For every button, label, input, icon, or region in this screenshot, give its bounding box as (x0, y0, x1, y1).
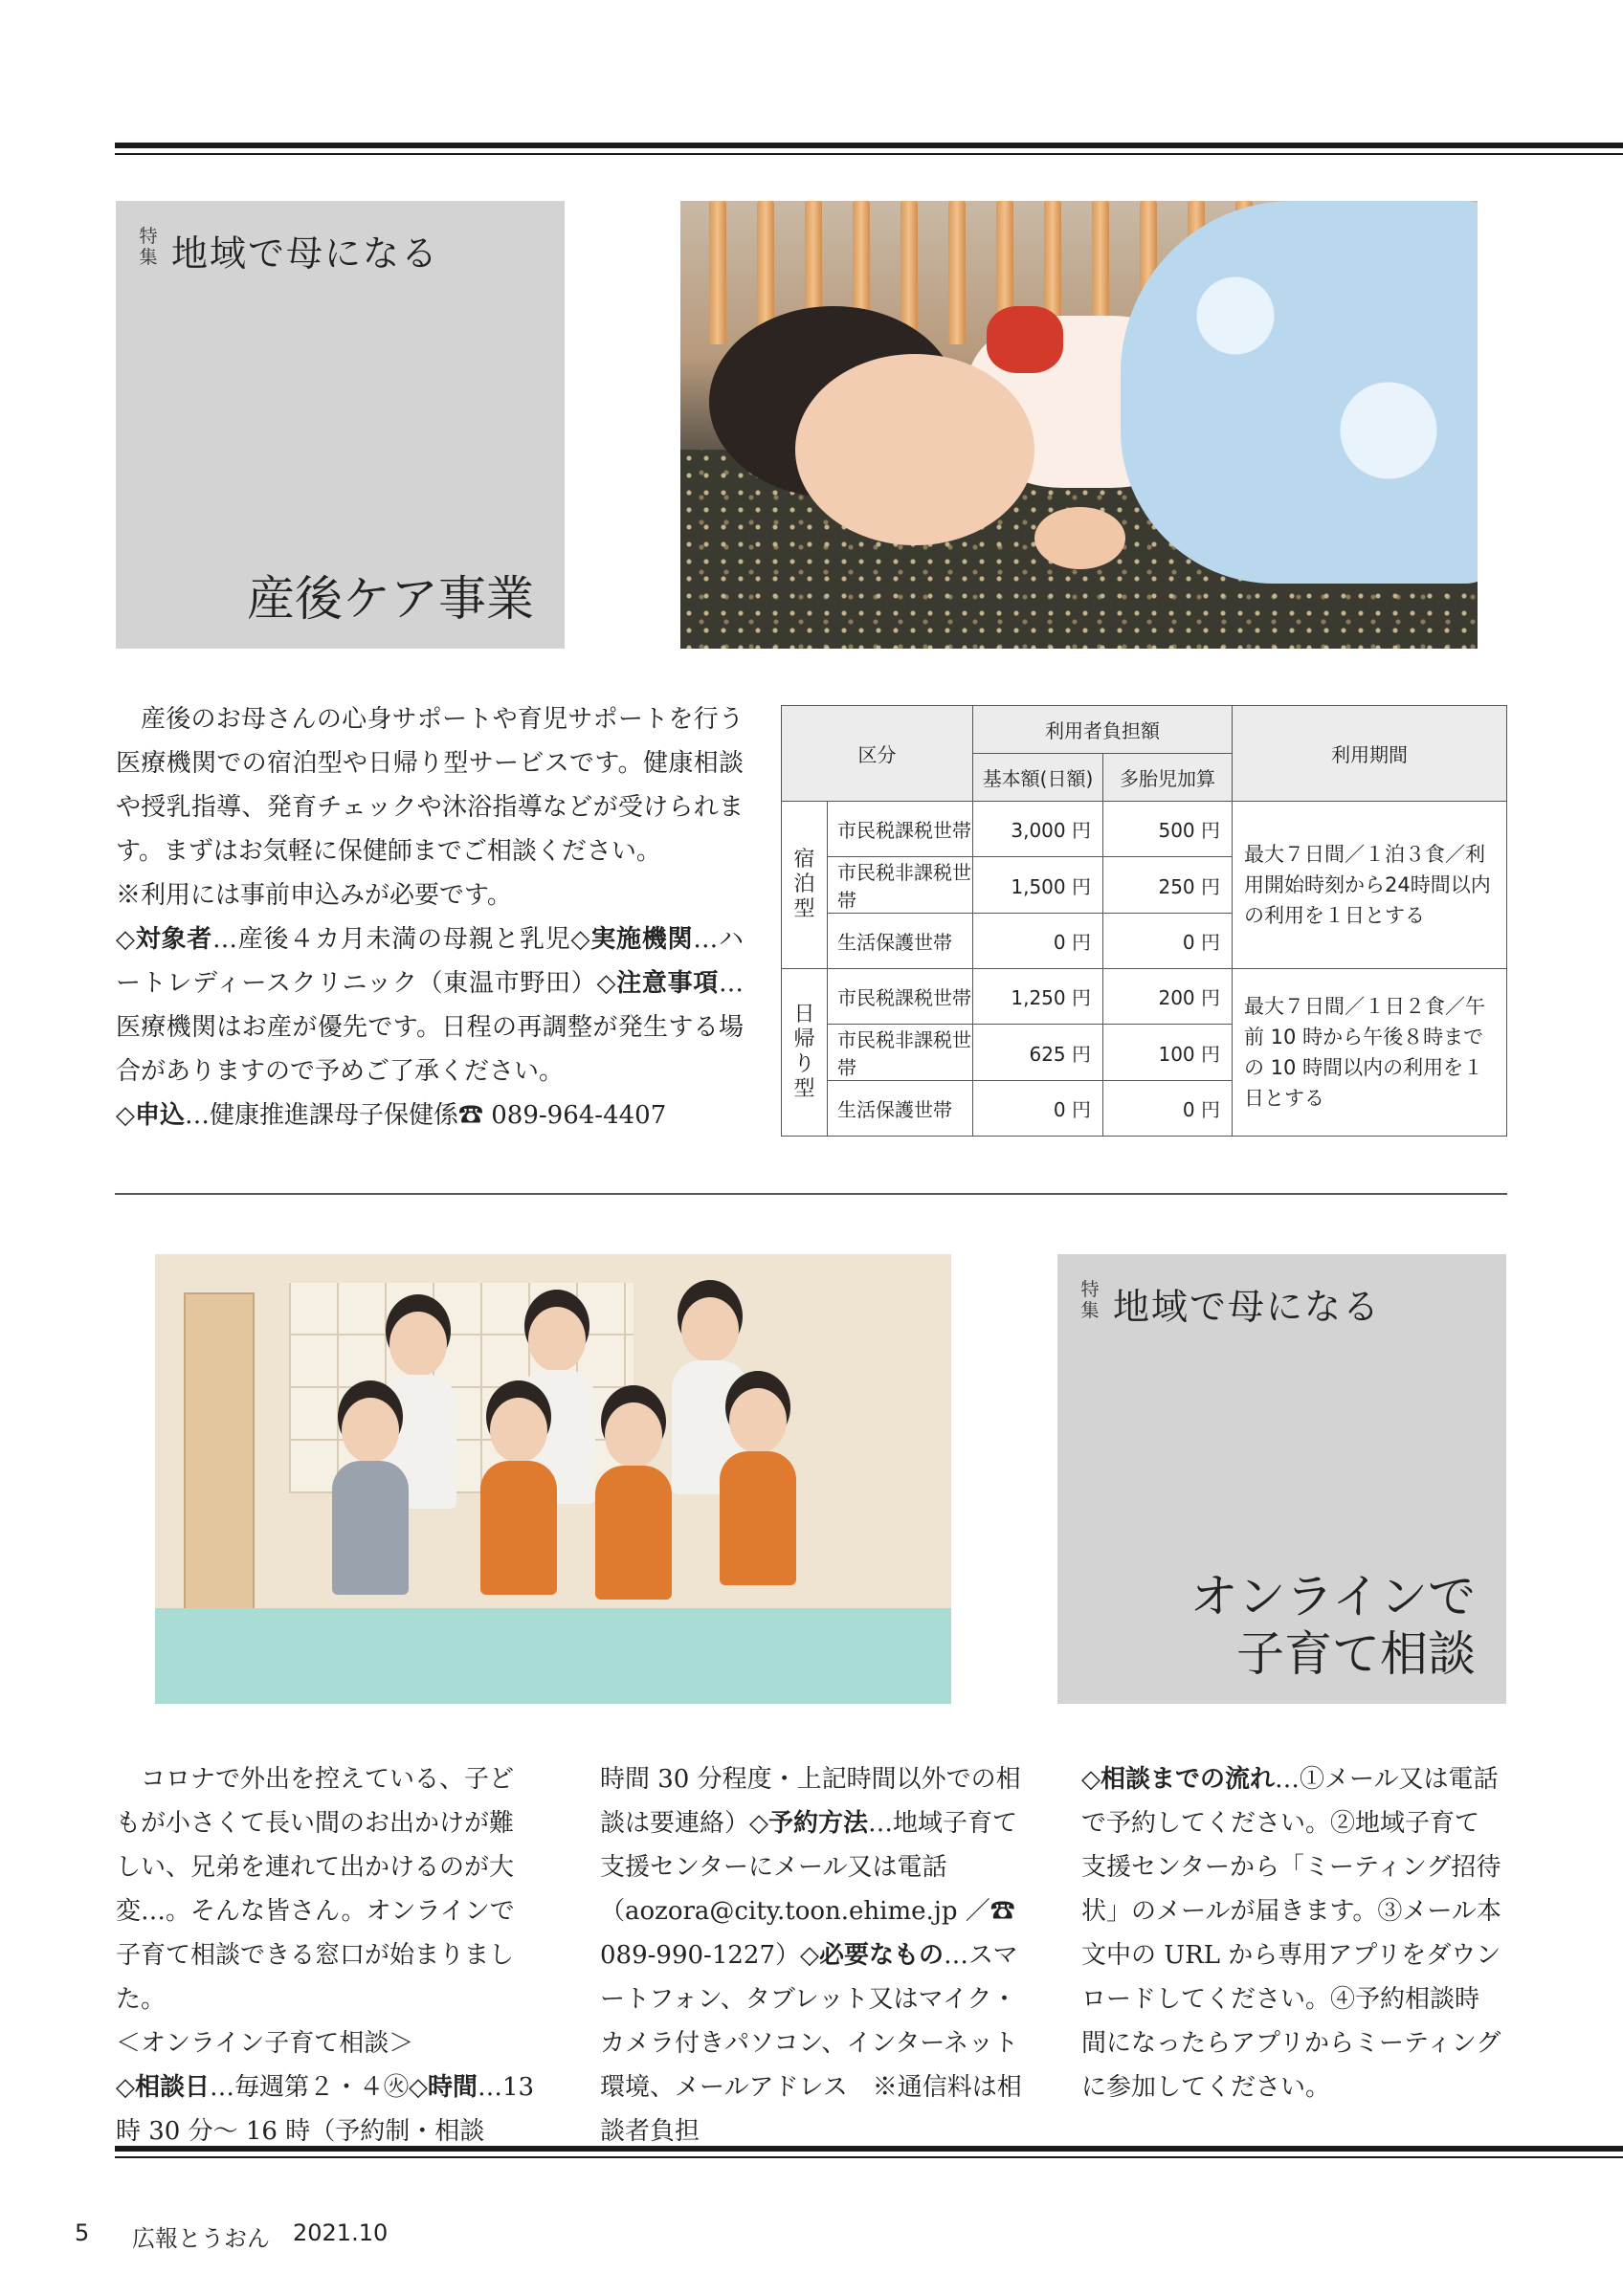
series-title: 地域で母になる (171, 232, 440, 275)
row-base: 0 円 (973, 914, 1103, 969)
feature2-column1 (116, 1757, 537, 2153)
feature2-flow: ◇相談までの流れ…①メール又は電話で予約してください。②地域子育て支援センターから「ミーティング招待状」のメールが届きます。③メール本文中の URL から専用アプリをダウンロードしてください。④予約相談時間になったらアプリからミーティングに参加してください。 (1081, 1765, 1501, 2102)
feature1-details: ◇対象者…産後４カ月未満の母親と乳児◇実施機関…ハートレディースクリニック（東温市野田）◇注意事項…医療機関はお産が優先です。日程の再調整が発生する場合がありますので予めご了承ください。 (116, 925, 745, 1086)
group-overnight: 宿泊型 (782, 802, 828, 969)
feature1-title-box (116, 201, 565, 649)
feature2-title: オンラインで 子育て相談 (1189, 1569, 1476, 1682)
row-multiple: 0 円 (1103, 914, 1233, 969)
row-category: 生活保護世帯 (828, 914, 973, 969)
row-multiple: 250 円 (1103, 857, 1233, 914)
header-burden: 利用者負担額 (973, 706, 1233, 754)
feature1-body (116, 697, 744, 1137)
header-category: 区分 (782, 706, 973, 802)
issue-date: 2021.10 (293, 2219, 389, 2246)
feature1-title: 産後ケア事業 (247, 571, 534, 627)
fee-table (781, 705, 1507, 1137)
feature2-column2 (600, 1757, 1027, 2153)
staff-group-photo (155, 1254, 951, 1704)
row-base: 625 円 (973, 1025, 1103, 1081)
feature2-title-box (1057, 1254, 1506, 1704)
tokushu-label: 特集 (1080, 1279, 1100, 1321)
table-row (782, 802, 1507, 857)
top-rule-thin (115, 153, 1623, 155)
row-category: 市民税課税世帯 (828, 969, 973, 1025)
row-category: 市民税非課税世帯 (828, 1025, 973, 1081)
bottom-rule-thin (115, 2156, 1623, 2158)
row-category: 生活保護世帯 (828, 1081, 973, 1137)
header-base: 基本額(日額) (973, 754, 1103, 802)
row-base: 1,250 円 (973, 969, 1103, 1025)
series-title: 地域で母になる (1113, 1286, 1382, 1328)
section-divider (115, 1193, 1507, 1195)
feature2-schedule: ◇相談日…毎週第２・４㊋◇時間…13 時 30 分～ 16 時（予約制・相談 (116, 2073, 535, 2146)
row-multiple: 0 円 (1103, 1081, 1233, 1137)
feature1-note: ※利用には事前申込みが必要です。 (116, 881, 512, 910)
feature2-program: ＜オンライン子育て相談＞ (116, 2029, 414, 2058)
feature1-apply: ◇申込…健康推進課母子保健係☎ 089-964-4407 (116, 1101, 667, 1130)
row-multiple: 100 円 (1103, 1025, 1233, 1081)
period-daytrip: 最大７日間／１日２食／午前 10 時から午後８時までの 10 時間以内の利用を１日とする (1233, 969, 1507, 1137)
feature2-reserve: 時間 30 分程度・上記時間以外での相談は要連絡）◇予約方法…地域子育て支援センターにメール又は電話（aozora@city.toon.ehime.jp ／☎ 089-990-1227）◇必要なもの…スマートフォン、タブレット又はマイク・カメラ付きパソコン、インターネット環境、メールアドレス ※通信料は相談者負担 (600, 1765, 1022, 2146)
group-daytrip: 日帰り型 (782, 969, 828, 1137)
row-multiple: 200 円 (1103, 969, 1233, 1025)
row-category: 市民税非課税世帯 (828, 857, 973, 914)
tokushu-label: 特集 (139, 226, 158, 268)
period-overnight: 最大７日間／１泊３食／利用開始時刻から24時間以内の利用を１日とする (1233, 802, 1507, 969)
header-multiple: 多胎児加算 (1103, 754, 1233, 802)
row-base: 0 円 (973, 1081, 1103, 1137)
publication-name: 広報とうおん (132, 2225, 270, 2252)
feature1-intro: 産後のお母さんの心身サポートや育児サポートを行う医療機関での宿泊型や日帰り型サービスです。健康相談や授乳指導、発育チェックや沐浴指導などが受けられます。まずはお気軽に保健師までご相談ください。 (116, 705, 744, 866)
bottom-rule (115, 2146, 1623, 2152)
row-base: 1,500 円 (973, 857, 1103, 914)
feature2-column3 (1081, 1757, 1502, 2109)
page-number: 5 (75, 2219, 90, 2246)
header-period: 利用期間 (1233, 706, 1507, 802)
row-category: 市民税課税世帯 (828, 802, 973, 857)
sleeping-baby-photo (680, 201, 1478, 649)
top-rule (115, 143, 1623, 148)
row-multiple: 500 円 (1103, 802, 1233, 857)
feature2-intro: コロナで外出を控えている、子どもが小さくて長い間のお出かけが難しい、兄弟を連れて出かけるのが大変…。そんな皆さん。オンラインで子育て相談できる窓口が始まりました。 (116, 1765, 515, 2014)
row-base: 3,000 円 (973, 802, 1103, 857)
table-row (782, 969, 1507, 1025)
